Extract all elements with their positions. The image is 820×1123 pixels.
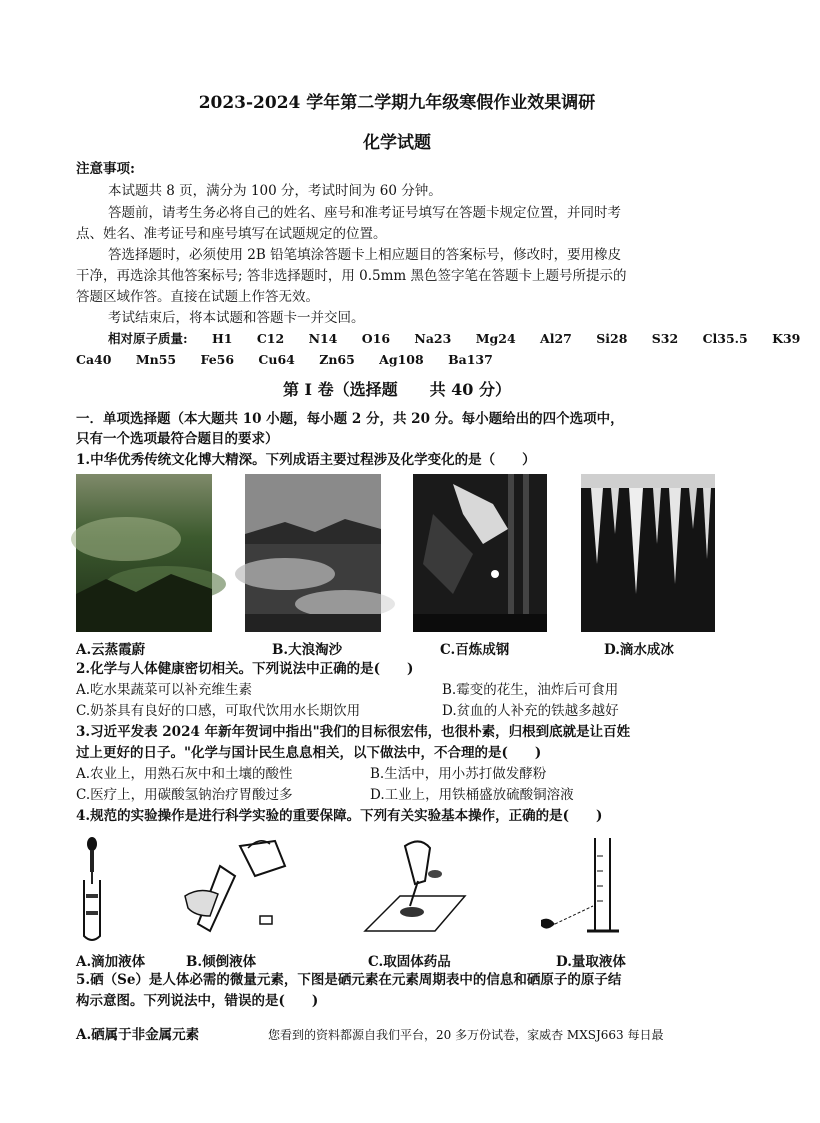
q4-drawing-cylinder <box>535 836 625 946</box>
q3-option-b: B.生活中，用小苏打做发酵粉 <box>370 766 547 782</box>
notice-line: 考试结束后，将本试题和答题卡一并交回。 <box>108 310 365 326</box>
atomic-mass: Mn55 <box>135 352 177 367</box>
atomic-mass: Zn65 <box>319 352 355 367</box>
exam-subtitle: 化学试题 <box>363 133 431 153</box>
atomic-mass: H1 <box>211 331 233 346</box>
q1-photo-icicles <box>581 474 715 632</box>
atomic-mass-label: 相对原子质量: <box>108 331 188 346</box>
atomic-mass-row <box>76 350 513 370</box>
notice-line: 干净，再选涂其他答案标号; 答非选择题时，用 0.5mm 黑色签字笔在答题卡上题号所提示的 <box>76 268 627 284</box>
atomic-mass: Mg24 <box>475 331 516 346</box>
exam-title: 2023-2024 学年第二学期九年级寒假作业效果调研 <box>198 93 596 113</box>
q4-option-b: B.倾倒液体 <box>186 954 257 970</box>
atomic-mass: Si28 <box>596 331 628 346</box>
question-1-stem: 1.中华优秀传统文化博大精深。下列成语主要过程涉及化学变化的是（ ） <box>76 452 536 468</box>
q4-drawing-solid <box>360 836 470 946</box>
notice-line: 答选择题时，必须使用 2B 铅笔填涂答题卡上相应题目的答案标号，修改时，要用橡皮 <box>108 247 622 263</box>
atomic-mass: N14 <box>308 331 338 346</box>
notice-line: 点、姓名、准考证号和座号填写在试题规定的位置。 <box>76 226 387 242</box>
q2-option-b: B.霉变的花生，油炸后可食用 <box>442 682 619 698</box>
atomic-mass: Ba137 <box>448 352 493 367</box>
atomic-mass: Al27 <box>540 331 572 346</box>
notice-line: 答题前，请考生务必将自己的姓名、座号和准考证号填写在答题卡规定位置，并同时考 <box>108 205 621 221</box>
question-3-stem: 3.习近平发表 2024 年新年贺词中指出"我们的目标很宏伟，也很朴素，归根到底就是让百姓 <box>76 724 631 740</box>
section-title: 第 I 卷（选择题 共 40 分） <box>282 380 512 399</box>
q4-option-c: C.取固体药品 <box>368 954 451 970</box>
section-instruction: 一．单项选择题（本大题共 10 小题，每小题 2 分，共 20 分。每小题给出的四个选项中， <box>76 411 624 427</box>
atomic-mass: Cu64 <box>258 352 295 367</box>
q4-drawing-pouring <box>180 836 290 946</box>
q1-photo-waves <box>245 474 381 632</box>
atomic-mass: Cl35.5 <box>702 331 748 346</box>
q5-option-a: A.硒属于非金属元素 <box>76 1027 200 1043</box>
q2-option-c: C.奶茶具有良好的口感，可取代饮用水长期饮用 <box>76 703 361 719</box>
q4-drawing-dropper <box>78 836 118 946</box>
question-5-stem: 构示意图。下列说法中，错误的是( ) <box>76 993 319 1009</box>
q1-photo-forging <box>413 474 547 632</box>
atomic-mass: Ca40 <box>76 352 112 367</box>
atomic-mass: C12 <box>256 331 285 346</box>
atomic-mass: Fe56 <box>200 352 235 367</box>
atomic-mass: S32 <box>651 331 679 346</box>
section-instruction: 只有一个选项最符合题目的要求） <box>76 431 279 447</box>
atomic-mass: O16 <box>361 331 391 346</box>
notice-line: 本试题共 8 页，满分为 100 分，考试时间为 60 分钟。 <box>108 183 442 199</box>
atomic-mass-row <box>108 329 820 349</box>
atomic-mass: Na23 <box>414 331 452 346</box>
question-5-stem: 5.硒（Se）是人体必需的微量元素，下图是硒元素在元素周期表中的信息和硒原子的原子结 <box>76 972 622 988</box>
footer-ad-text: 您看到的资料都源自我们平台，20 多万份试卷，家威杏 MXSJ663 每日最 <box>268 1028 664 1042</box>
q1-option-b: B.大浪淘沙 <box>272 642 343 658</box>
q1-option-d: D.滴水成冰 <box>604 642 674 658</box>
question-2-stem: 2.化学与人体健康密切相关。下列说法中正确的是( ) <box>76 661 414 677</box>
q4-option-a: A.滴加液体 <box>76 954 146 970</box>
atomic-mass: K39 <box>772 331 801 346</box>
q1-option-a: A.云蒸霞蔚 <box>76 642 146 658</box>
q4-option-d: D.量取液体 <box>556 954 626 970</box>
q1-option-c: C.百炼成钢 <box>440 642 510 658</box>
notice-heading: 注意事项: <box>76 161 135 177</box>
q3-option-a: A.农业上，用熟石灰中和土壤的酸性 <box>76 766 293 782</box>
notice-line: 答题区域作答。直接在试题上作答无效。 <box>76 289 319 305</box>
q3-option-d: D.工业上，用铁桶盛放硫酸铜溶液 <box>370 787 574 803</box>
q1-photo-clouds <box>76 474 212 632</box>
q2-option-a: A.吃水果蔬菜可以补充维生素 <box>76 682 253 698</box>
question-4-stem: 4.规范的实验操作是进行科学实验的重要保障。下列有关实验基本操作，正确的是( ) <box>76 808 603 824</box>
q2-option-d: D.贫血的人补充的铁越多越好 <box>442 703 619 719</box>
q3-option-c: C.医疗上，用碳酸氢钠治疗胃酸过多 <box>76 787 293 803</box>
question-3-stem: 过上更好的日子。"化学与国计民生息息相关，以下做法中，不合理的是( ) <box>76 745 542 761</box>
atomic-mass: Ag108 <box>379 352 424 367</box>
